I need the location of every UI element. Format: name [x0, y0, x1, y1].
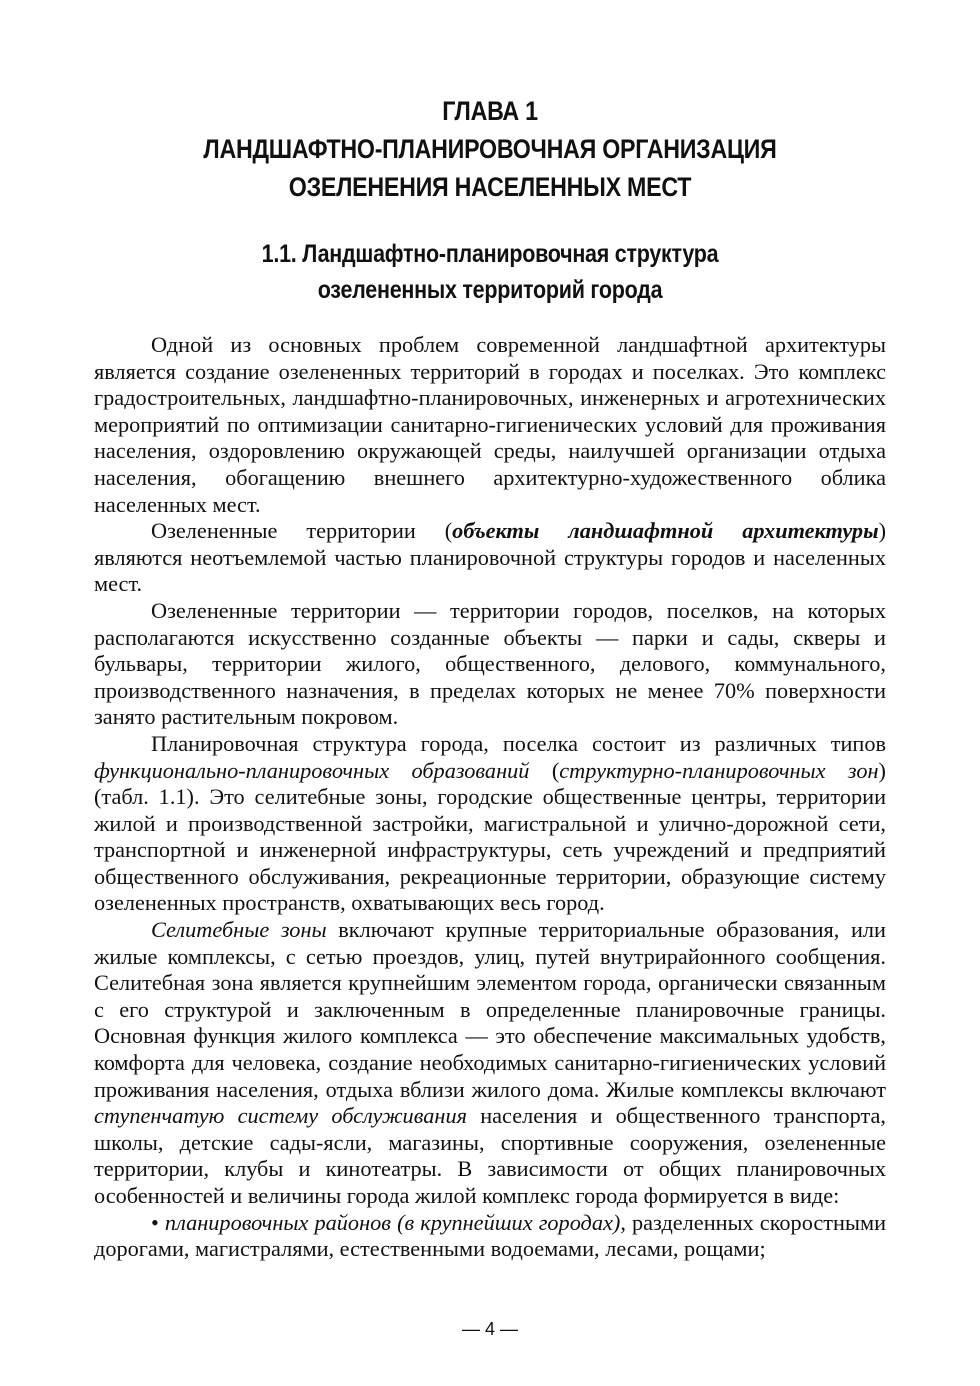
paragraph-1-text: Одной из основных проблем современной ландшафтной архитектуры является создание озелененных территорий в городах и поселках. Это комплекс градостроительных, ландшафтно-планировочных, инженерных и агротехнических мероприятий по оптимизации санитарно-гигиенических условий для проживания населения, оздоровлению окружающей среды, наилучшей организации отдыха населения, обогащению внешнего архитектурно-художественного облика населенных мест.	[94, 332, 886, 517]
paragraph-2-before: Озелененные территории (	[151, 518, 453, 544]
paragraph-2-after: ) являются неотъемлемой частью планировочной структуры городов и населенных мест.	[94, 518, 886, 597]
term-structural-planning-zones: структурно-планировочных зон	[559, 757, 879, 783]
section-title-line-1: 1.1. Ландшафтно-планировочная структура	[261, 240, 719, 268]
chapter-title-line-2: ОЗЕЛЕНЕНИЯ НАСЕЛЕННЫХ МЕСТ	[288, 172, 692, 202]
paragraph-5-part-1: включают крупные территориальные образования, или жилые комплексы, с сетью проездов, улиц, путей внутрирайонного сообщения. Селитебная зона является крупнейшим элементом города, органически связанным с его структурой и заключенным в определенные планировочные границы. Основная функция жилого комплекса — это обеспечение максимальных удобств, комфорта для человека, создание необходимых санитарно-гигиенических условий проживания населения, отдыха вблизи жилого дома. Жилые комплексы включают	[94, 917, 886, 1102]
term-landscape-objects: объекты ландшафтной архитектуры	[452, 518, 879, 544]
section-title-line-2: озелененных территорий города	[317, 276, 663, 304]
chapter-heading	[149, 92, 830, 206]
chapter-title-line-1: ЛАНДШАФТНО-ПЛАНИРОВОЧНАЯ ОРГАНИЗАЦИЯ	[203, 134, 777, 164]
bullet-item-text: , разделенных скоростными дорогами, магистралями, естественными водоемами, лесами, рощами;	[94, 1209, 887, 1262]
paragraph-5-part-2: населения и общественного транспорта, школы, детские сады-ясли, магазины, спортивные сооружения, озелененные территории, клубы и кинотеатры. В зависимости от общих планировочных особенностей и величины города жилой комплекс города формируется в виде:	[94, 1103, 886, 1208]
paragraph-4-after: ) (табл. 1.1). Это селитебные зоны, городские общественные центры, территории жилой и производственной застройки, магистральной и улично-дорожной сети, транспортной и инженерной инфраструктуры, сеть учреждений и предприятий общественного обслуживания, рекреационные территории, образующие систему озелененных пространств, охватывающих весь город.	[94, 757, 886, 916]
bullet-icon: •	[151, 1209, 159, 1235]
chapter-number: ГЛАВА 1	[442, 96, 538, 126]
paragraph-5	[94, 917, 886, 1210]
body-text	[94, 332, 886, 1263]
paragraph-3-text: Озелененные территории — территории городов, поселков, на которых располагаются искусственно созданные объекты — парки и сады, скверы и бульвары, территории жилого, общественного, делового, коммунального, производственного назначения, в пределах которых не менее 70% поверхности занято растительным покровом.	[94, 597, 886, 730]
paragraph-4-before: Планировочная структура города, поселка состоит из различных типов	[151, 730, 886, 756]
paragraph-2	[94, 518, 886, 598]
bullet-item-planning-districts	[94, 1210, 886, 1263]
page-number: — 4 —	[461, 1319, 518, 1339]
term-stepped-service-system: ступенчатую систему обслуживания	[94, 1103, 467, 1129]
section-heading	[149, 236, 830, 308]
term-residential-zones: Селитебные зоны	[151, 917, 327, 943]
term-planning-districts: планировочных районов (в крупнейших городах)	[164, 1209, 621, 1235]
paragraph-1	[94, 332, 886, 518]
paragraph-4	[94, 731, 886, 917]
paragraph-3	[94, 598, 886, 731]
term-functional-planning: функционально-планировочных образований	[94, 757, 530, 783]
paragraph-4-mid: (	[529, 757, 560, 783]
